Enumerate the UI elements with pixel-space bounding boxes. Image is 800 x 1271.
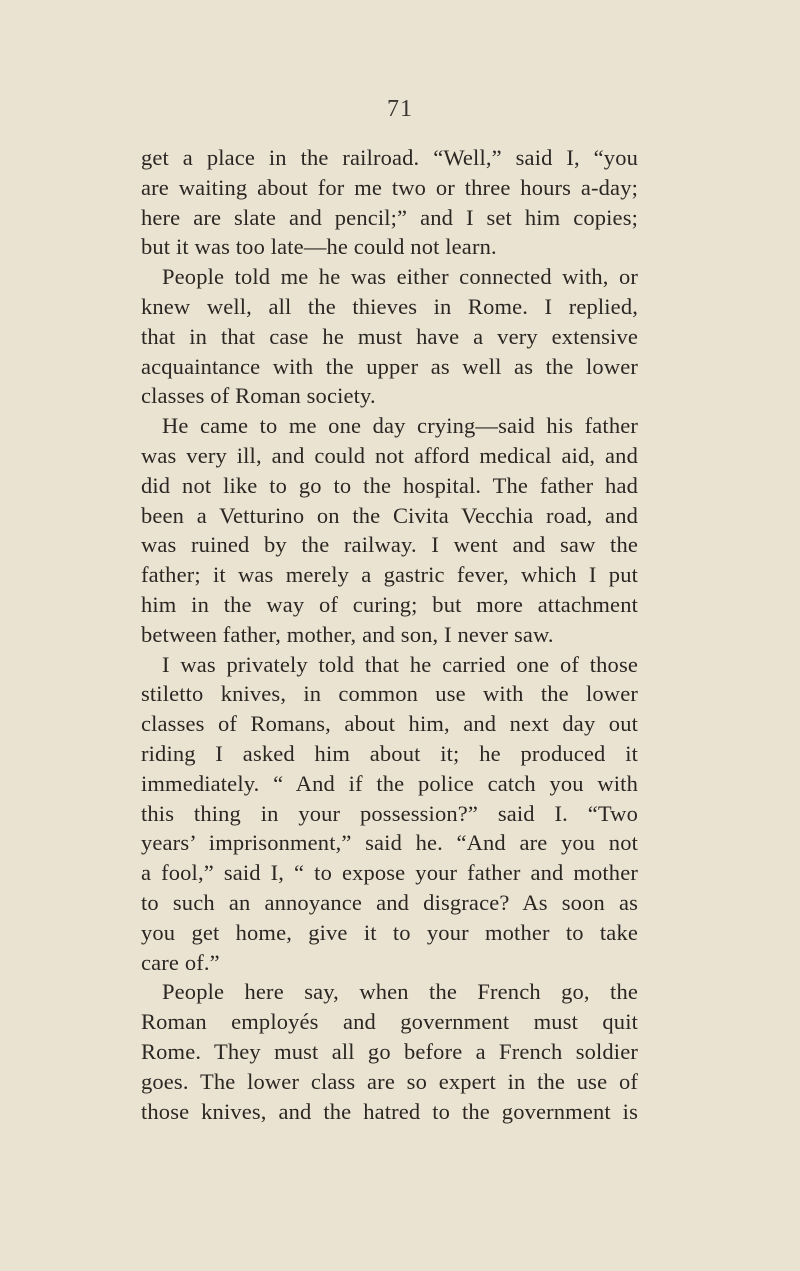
- text-line: riding I asked him about it; he produced it: [141, 740, 638, 766]
- text-line: but it was too late—he could not learn.: [141, 234, 497, 260]
- text-line: He came to me one day crying—said his father: [162, 413, 638, 439]
- text-line: between father, mother, and son, I never saw.: [141, 621, 554, 647]
- text-line: People here say, when the French go, the: [162, 979, 638, 1005]
- text-line: get a place in the railroad. “Well,” said I, “you: [141, 145, 638, 170]
- text-line: years’ imprisonment,” said he. “And are you not: [141, 830, 638, 856]
- text-line: goes. The lower class are so expert in the use of: [141, 1068, 638, 1094]
- text-line: was ruined by the railway. I went and saw the: [141, 532, 638, 558]
- text-line: father; it was merely a gastric fever, which I put: [141, 562, 638, 588]
- text-line: Roman employés and government must quit: [141, 1009, 638, 1035]
- text-line: classes of Romans, about him, and next day out: [141, 711, 638, 737]
- text-line: People told me he was either connected with, or: [162, 264, 638, 290]
- text-line: him in the way of curing; but more attachment: [141, 591, 638, 617]
- text-line: a fool,” said I, “ to expose your father and mother: [141, 860, 638, 886]
- text-line: you get home, give it to your mother to take: [141, 919, 638, 945]
- text-line: was very ill, and could not afford medical aid, and: [141, 442, 638, 468]
- text-line: Rome. They must all go before a French soldier: [141, 1038, 638, 1064]
- text-line: this thing in your possession?” said I. “Two: [141, 800, 638, 826]
- text-line: here are slate and pencil;” and I set him copies;: [141, 204, 638, 230]
- text-line: those knives, and the hatred to the government is: [141, 1098, 638, 1124]
- text-line: are waiting about for me two or three hours a-day;: [141, 174, 638, 200]
- text-line: care of.”: [141, 949, 220, 975]
- text-line: acquaintance with the upper as well as the lower: [141, 353, 638, 379]
- text-line: that in that case he must have a very extensive: [141, 323, 638, 349]
- text-line: to such an annoyance and disgrace? As soon as: [141, 889, 638, 915]
- text-line: classes of Roman society.: [141, 383, 376, 409]
- text-line: knew well, all the thieves in Rome. I replied,: [141, 293, 638, 319]
- text-line: been a Vetturino on the Civita Vecchia road, and: [141, 502, 638, 528]
- text-line: did not like to go to the hospital. The father had: [141, 472, 638, 498]
- body-text: [141, 143, 638, 1126]
- page-number: 71: [387, 96, 413, 122]
- text-line: stiletto knives, in common use with the lower: [141, 681, 638, 707]
- text-line: immediately. “ And if the police catch you with: [141, 770, 638, 796]
- text-line: I was privately told that he carried one of those: [162, 651, 638, 677]
